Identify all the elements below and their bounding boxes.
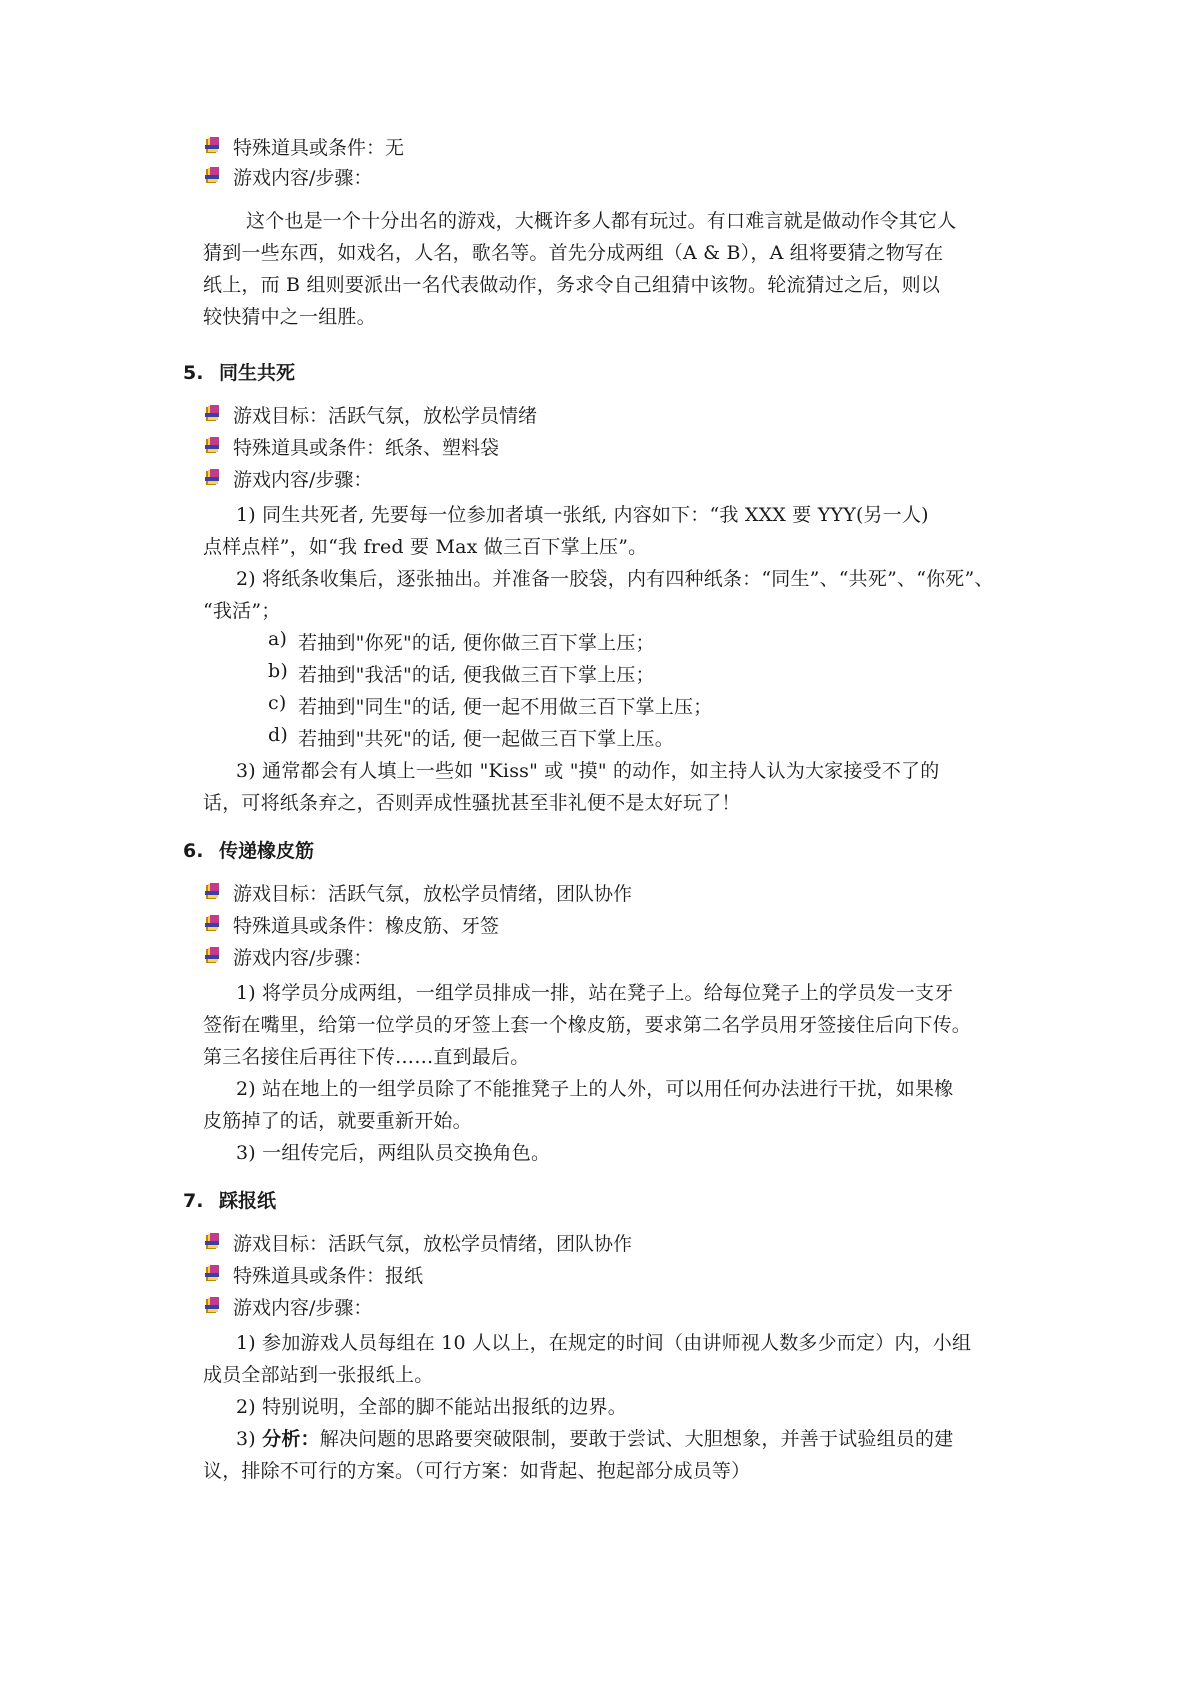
sub-item-text: 若抽到"你死"的话, 便你做三百下掌上压； — [298, 632, 655, 654]
paragraph-line: 纸上，而 B 组则要派出一名代表做动作，务求令自己组猜中该物。轮流猜过之后，则以 — [203, 274, 941, 296]
paragraph-line: 猜到一些东西，如戏名，人名，歌名等。首先分成两组（A & B），A 组将要猜之物写在 — [203, 242, 944, 264]
step-line: 2) 将纸条收集后，逐张抽出。并准备一胶袋，内有四种纸条：“同生”、“共死”、“你死”、 — [236, 568, 994, 590]
book-bullet-icon — [203, 914, 223, 934]
analysis-label: 分析： — [262, 1428, 320, 1450]
bullet-goal: 游戏目标：活跃气氛，放松学员情绪，团队协作 — [203, 876, 632, 908]
section-heading: 7. 踩报纸 — [183, 1190, 277, 1212]
step-line: “我活”； — [203, 600, 281, 622]
bullet-props: 特殊道具或条件：无 — [203, 130, 404, 162]
bullet-props: 特殊道具或条件：纸条、塑料袋 — [203, 430, 499, 462]
bullet-props: 特殊道具或条件：报纸 — [203, 1258, 423, 1290]
book-bullet-icon — [203, 1296, 223, 1316]
bullet-goal: 游戏目标：活跃气氛，放松学员情绪，团队协作 — [203, 1226, 632, 1258]
paragraph-line: 这个也是一个十分出名的游戏，大概许多人都有玩过。有口难言就是做动作令其它人 — [246, 210, 957, 232]
bullet-steps: 游戏内容/步骤： — [203, 160, 372, 192]
book-bullet-icon — [203, 882, 223, 902]
bullet-steps: 游戏内容/步骤： — [203, 1290, 372, 1322]
sub-item-label: b) — [268, 660, 288, 682]
step-line: 1) 同生共死者, 先要每一位参加者填一张纸, 内容如下：“我 XXX 要 YYY(另一人) — [236, 504, 929, 526]
bullet-props: 特殊道具或条件：橡皮筋、牙签 — [203, 908, 499, 940]
step-line: 1) 将学员分成两组，一组学员排成一排，站在凳子上。给每位凳子上的学员发一支牙 — [236, 982, 954, 1004]
paragraph-line: 较快猜中之一组胜。 — [203, 306, 376, 328]
bullet-goal: 游戏目标：活跃气氛，放松学员情绪 — [203, 398, 537, 430]
book-bullet-icon — [203, 1232, 223, 1252]
sub-item-text: 若抽到"我活"的话, 便我做三百下掌上压； — [298, 664, 655, 686]
step-line: 3) 通常都会有人填上一些如 "Kiss" 或 "摸" 的动作，如主持人认为大家接受不了的 — [236, 760, 940, 782]
step-line: 点样点样”，如“我 fred 要 Max 做三百下掌上压”。 — [203, 536, 648, 558]
step-line: 皮筋掉了的话，就要重新开始。 — [203, 1110, 472, 1132]
section-heading: 6. 传递橡皮筋 — [183, 840, 315, 862]
book-bullet-icon — [203, 166, 223, 186]
book-bullet-icon — [203, 436, 223, 456]
section-heading: 5. 同生共死 — [183, 362, 296, 384]
step-line: 签衔在嘴里，给第一位学员的牙签上套一个橡皮筋，要求第二名学员用牙签接住后向下传。 — [203, 1014, 972, 1036]
step-line: 第三名接住后再往下传……直到最后。 — [203, 1046, 530, 1068]
step-line: 2) 站在地上的一组学员除了不能推凳子上的人外，可以用任何办法进行干扰，如果橡 — [236, 1078, 954, 1100]
step-line: 1) 参加游戏人员每组在 10 人以上，在规定的时间（由讲师视人数多少而定）内，小组 — [236, 1332, 972, 1354]
bullet-steps: 游戏内容/步骤： — [203, 940, 372, 972]
step-line: 话，可将纸条弃之，否则弄成性骚扰甚至非礼便不是太好玩了！ — [203, 792, 741, 814]
bullet-steps: 游戏内容/步骤： — [203, 462, 372, 494]
sub-item-text: 若抽到"共死"的话, 便一起做三百下掌上压。 — [298, 728, 674, 750]
book-bullet-icon — [203, 136, 223, 156]
step-line: 3) 一组传完后，两组队员交换角色。 — [236, 1142, 551, 1164]
sub-item-label: c) — [268, 692, 287, 714]
book-bullet-icon — [203, 946, 223, 966]
sub-item-text: 若抽到"同生"的话, 便一起不用做三百下掌上压； — [298, 696, 713, 718]
step-line: 3) 分析：解决问题的思路要突破限制，要敢于尝试、大胆想象，并善于试验组员的建 — [236, 1428, 954, 1450]
book-bullet-icon — [203, 468, 223, 488]
step-line: 成员全部站到一张报纸上。 — [203, 1364, 434, 1386]
step-line: 议，排除不可行的方案。（可行方案：如背起、抱起部分成员等） — [203, 1460, 751, 1482]
book-bullet-icon — [203, 1264, 223, 1284]
step-line: 2) 特别说明，全部的脚不能站出报纸的边界。 — [236, 1396, 627, 1418]
book-bullet-icon — [203, 404, 223, 424]
sub-item-label: a) — [268, 628, 288, 650]
sub-item-label: d) — [268, 724, 288, 746]
